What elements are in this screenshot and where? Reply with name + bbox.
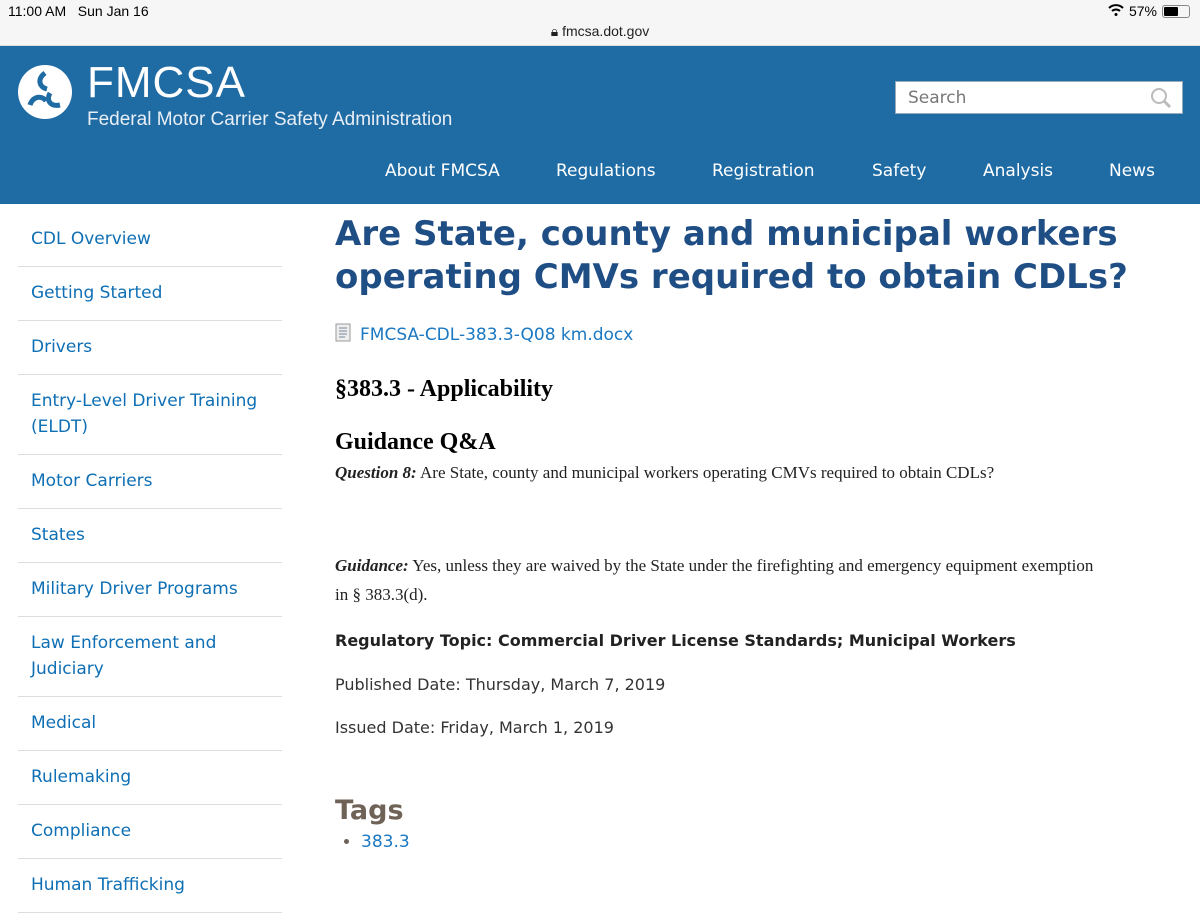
published-date: Published Date: Thursday, March 7, 2019 <box>335 675 666 694</box>
question: Question 8: Are State, county and municipal workers operating CMVs required to obtain CDLs? <box>335 463 995 482</box>
search-icon[interactable] <box>1150 87 1172 113</box>
sidebar-item-motor-carriers[interactable]: Motor Carriers <box>18 455 282 509</box>
status-bar <box>0 0 1200 46</box>
address-bar[interactable]: 🔒︎ fmcsa.dot.gov <box>550 23 650 39</box>
issued-date: Issued Date: Friday, March 1, 2019 <box>335 718 614 737</box>
lock-icon: 🔒︎ <box>550 23 559 39</box>
sidebar-item-human-trafficking[interactable]: Human Trafficking <box>18 859 282 913</box>
sidebar-item-cdl-overview[interactable]: CDL Overview <box>18 213 282 267</box>
nav-registration[interactable]: Registration <box>712 161 815 181</box>
status-time: 11:00 AM Sun Jan 16 <box>8 3 149 19</box>
sidebar-item-law-enforcement[interactable]: Law Enforcement and Judiciary <box>18 617 282 697</box>
battery-icon <box>1162 5 1190 18</box>
section-heading: §383.3 - Applicability <box>335 376 554 402</box>
document-icon <box>335 323 351 346</box>
logo-subtitle: Federal Motor Carrier Safety Administration <box>87 109 453 130</box>
regulatory-topic: Regulatory Topic: Commercial Driver License Standards; Municipal Workers <box>335 631 1016 650</box>
guidance: Guidance: Yes, unless they are waived by the State under the firefighting and emergency equipment exemption in § 383.3(d). <box>335 556 1094 604</box>
nav-about[interactable]: About FMCSA <box>385 161 500 181</box>
site-header <box>0 46 1200 204</box>
logo-title[interactable]: FMCSA <box>87 58 246 107</box>
wifi-icon <box>1108 3 1124 19</box>
tag-link[interactable]: 383.3 <box>361 832 410 852</box>
sidebar-item-states[interactable]: States <box>18 509 282 563</box>
sidebar-item-compliance[interactable]: Compliance <box>18 805 282 859</box>
search-box[interactable] <box>895 81 1183 114</box>
nav-analysis[interactable]: Analysis <box>983 161 1054 181</box>
page-title: Are State, county and municipal workers operating CMVs required to obtain CDLs? <box>335 214 1128 297</box>
sidebar-item-getting-started[interactable]: Getting Started <box>18 267 282 321</box>
file-attachment <box>335 323 1175 346</box>
search-input[interactable] <box>896 82 1136 113</box>
tags-heading: Tags <box>335 795 404 826</box>
file-link[interactable]: FMCSA-CDL-383.3-Q08 km.docx <box>360 324 634 345</box>
sidebar <box>18 213 282 913</box>
sidebar-item-military[interactable]: Military Driver Programs <box>18 563 282 617</box>
tags-section <box>335 795 1175 852</box>
main-content <box>335 213 1175 852</box>
guidance-heading: Guidance Q&A <box>335 429 496 455</box>
sidebar-item-eldt[interactable]: Entry-Level Driver Training (ELDT) <box>18 375 282 455</box>
sidebar-item-medical[interactable]: Medical <box>18 697 282 751</box>
sidebar-item-drivers[interactable]: Drivers <box>18 321 282 375</box>
battery-percent: 57% <box>1128 3 1157 19</box>
sidebar-item-rulemaking[interactable]: Rulemaking <box>18 751 282 805</box>
nav-safety[interactable]: Safety <box>872 161 927 181</box>
nav-regulations[interactable]: Regulations <box>556 161 656 181</box>
nav-news[interactable]: News <box>1109 161 1155 181</box>
main-nav <box>0 161 1200 189</box>
status-indicators <box>1108 3 1190 19</box>
dot-logo-icon[interactable] <box>18 65 72 119</box>
